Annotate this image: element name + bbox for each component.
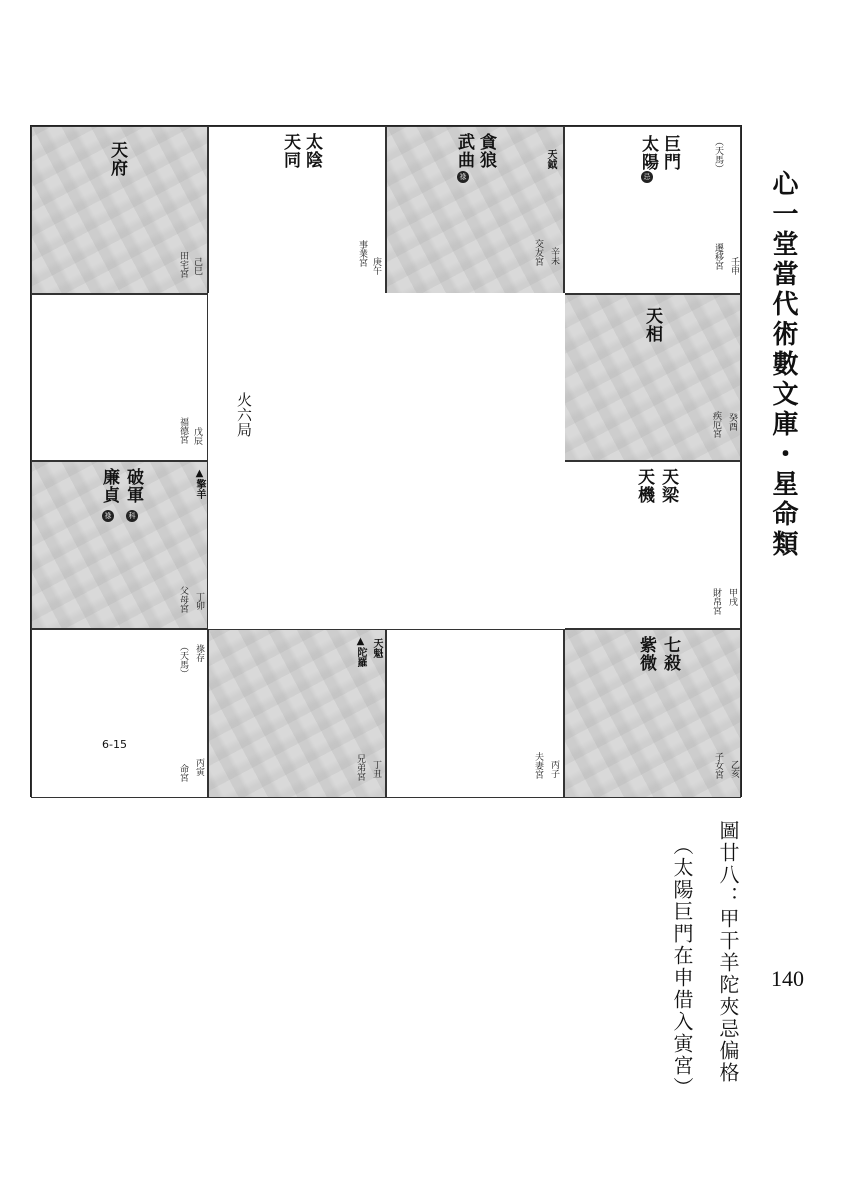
palace-wei-star-1: 貪狼 xyxy=(476,133,496,169)
series-title: 心一堂當代術數文庫・星命類 xyxy=(768,170,798,560)
palace-hai-stem: 乙亥 xyxy=(729,760,739,778)
palace-yin xyxy=(31,629,208,798)
palace-yin-stem: 丙寅 xyxy=(194,758,204,776)
palace-shen-star-2: 太陽 xyxy=(638,135,658,171)
chart-center xyxy=(208,293,565,629)
palace-hai-star-1: 七殺 xyxy=(660,636,680,672)
palace-wei-minor: 天鉞 xyxy=(545,149,556,169)
palace-wu-star-1: 太陰 xyxy=(302,133,322,169)
palace-hai-name: 子女宮 xyxy=(713,752,723,779)
palace-hai-star-2: 紫微 xyxy=(636,636,656,672)
figure-caption: 圖廿八：甲干羊陀夾忌偏格 xyxy=(716,820,740,1084)
palace-xu-star-1: 天梁 xyxy=(658,468,678,504)
palace-wu-name: 事業宮 xyxy=(357,240,367,267)
palace-si-stem: 己巳 xyxy=(192,257,202,275)
palace-you-name: 疾厄宮 xyxy=(711,411,721,438)
palace-chou-name: 兄弟宮 xyxy=(355,754,365,781)
palace-si xyxy=(31,126,208,294)
palace-xu-star-2: 天機 xyxy=(634,468,654,504)
palace-wei-name: 交友宮 xyxy=(533,239,543,266)
palace-mao-hua-badge-2: 祿 xyxy=(102,510,114,522)
ziwei-chart xyxy=(30,125,742,797)
palace-yin-minor-1: 祿存 xyxy=(194,644,204,662)
palace-wei xyxy=(386,126,564,294)
palace-wu xyxy=(208,126,386,294)
palace-wei-hua-badge: 祿 xyxy=(457,171,469,183)
page-number: 140 xyxy=(771,966,804,991)
palace-si-name: 田宅宮 xyxy=(178,251,188,278)
palace-wu-stem: 庚午 xyxy=(371,257,381,275)
palace-mao-stem: 丁卯 xyxy=(194,592,204,610)
palace-shen-hua-badge: 忌 xyxy=(641,171,653,183)
palace-shen-minor: （天馬） xyxy=(713,137,723,173)
palace-wei-star-2: 武曲 xyxy=(454,133,474,169)
palace-chou xyxy=(208,629,386,798)
palace-shen-stem: 壬申 xyxy=(729,257,739,275)
palace-mao-star-2: 廉貞 xyxy=(99,468,119,504)
palace-mao-name: 父母宮 xyxy=(178,586,188,613)
palace-chen-stem: 戊辰 xyxy=(192,427,202,445)
palace-mao-hua-badge-1: 科 xyxy=(126,510,138,522)
palace-mao xyxy=(31,461,208,629)
palace-chen-name: 福德宮 xyxy=(178,417,188,444)
palace-shen-name: 遷移宮 xyxy=(713,243,723,270)
figure-page-id: 6-15 xyxy=(102,738,127,751)
palace-chou-minor-1: 天魁 xyxy=(371,638,382,658)
palace-chen xyxy=(31,294,208,461)
bureau-label: 火六局 xyxy=(235,392,253,437)
palace-zi-stem: 丙子 xyxy=(549,760,559,778)
palace-mao-minor: ▲擎羊 xyxy=(194,468,205,499)
palace-yin-name: 命宮 xyxy=(178,764,188,782)
palace-chou-stem: 丁丑 xyxy=(371,760,381,778)
palace-you-star: 天相 xyxy=(642,307,662,343)
palace-shen xyxy=(564,126,741,294)
palace-wu-star-2: 天同 xyxy=(280,133,300,169)
palace-yin-minor-2: （天馬） xyxy=(178,642,188,678)
palace-si-star: 天府 xyxy=(107,141,127,177)
palace-you xyxy=(564,294,741,461)
palace-shen-star-1: 巨門 xyxy=(660,135,680,171)
palace-xu-name: 財帛宮 xyxy=(711,588,721,615)
palace-hai xyxy=(564,629,741,798)
palace-zi xyxy=(386,629,564,798)
palace-mao-star-1: 破軍 xyxy=(123,468,143,504)
palace-wei-stem: 辛未 xyxy=(549,247,559,265)
palace-chou-minor-2: ▲陀羅 xyxy=(355,636,366,667)
palace-you-stem: 癸酉 xyxy=(727,413,737,431)
palace-xu-stem: 甲戌 xyxy=(727,588,737,606)
palace-zi-name: 夫妻宮 xyxy=(533,752,543,779)
palace-xu xyxy=(564,461,741,629)
figure-subcaption: （太陽巨門在申借入寅宮） xyxy=(670,835,694,1099)
